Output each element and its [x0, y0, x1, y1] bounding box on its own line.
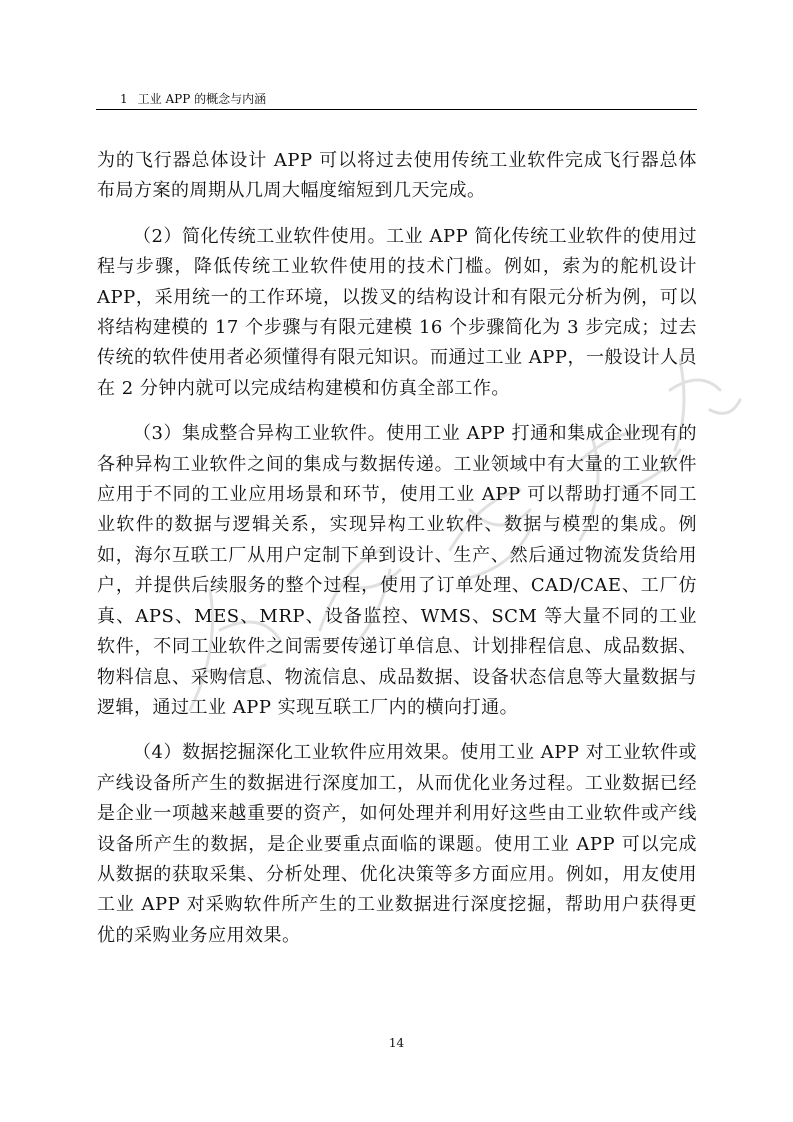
chapter-number: 1: [120, 92, 128, 106]
header-rule: [96, 109, 697, 110]
body-text: [97, 146, 697, 966]
chapter-title: 工业 APP 的概念与内涵: [137, 92, 267, 106]
paragraph-continuation: 为的飞行器总体设计 APP 可以将过去使用传统工业软件完成飞行器总体布局方案的周期从几周大幅度缩短到几天完成。: [97, 150, 697, 202]
paragraph-simplify-software: （2）简化传统工业软件使用。工业 APP 简化传统工业软件的使用过程与步骤，降低传统工业软件使用的技术门槛。例如，索为的舵机设计 APP，采用统一的工作环境，以拨叉的结构设计和有限元分析为例，可以将结构建模的 17 个步骤与有限元建模 16 个步骤简化为 3 步完成；过去传统的软件使用者必须懂得有限元知识。而通过工业 APP，一般设计人员在 2 分钟内就可以完成结构建模和仿真全部工作。: [97, 225, 697, 399]
paragraph-integrate-software: （3）集成整合异构工业软件。使用工业 APP 打通和集成企业现有的各种异构工业软件之间的集成与数据传递。工业领域中有大量的工业软件应用于不同的工业应用场景和环节，使用工业 APP 可以帮助打通不同工业软件的数据与逻辑关系，实现异构工业软件、数据与模型的集成。例如，海尔互联工厂从用户定制下单到设计、生产、然后通过物流发货给用户，并提供后续服务的整个过程，使用了订单处理、CAD/CAE、工厂仿真、APS、MES、MRP、设备监控、WMS、SCM 等大量不同的工业软件，不同工业软件之间需要传递订单信息、计划排程信息、成品数据、物料信息、采购信息、物流信息、成品数据、设备状态信息等大量数据与逻辑，通过工业 APP 实现互联工厂内的横向打通。: [97, 423, 697, 718]
paragraph-data-mining: （4）数据挖掘深化工业软件应用效果。使用工业 APP 对工业软件或产线设备所产生的数据进行深度加工，从而优化业务过程。工业数据已经是企业一项越来越重要的资产，如何处理并利用好这些由工业软件或产线设备所产生的数据，是企业要重点面临的课题。使用工业 APP 可以完成从数据的获取采集、分析处理、优化决策等多方面应用。例如，用友使用工业 APP 对采购软件所产生的工业数据进行深度挖掘，帮助用户获得更优的采购业务应用效果。: [97, 742, 697, 946]
running-header: [96, 90, 696, 108]
page-number: 14: [388, 1036, 405, 1050]
